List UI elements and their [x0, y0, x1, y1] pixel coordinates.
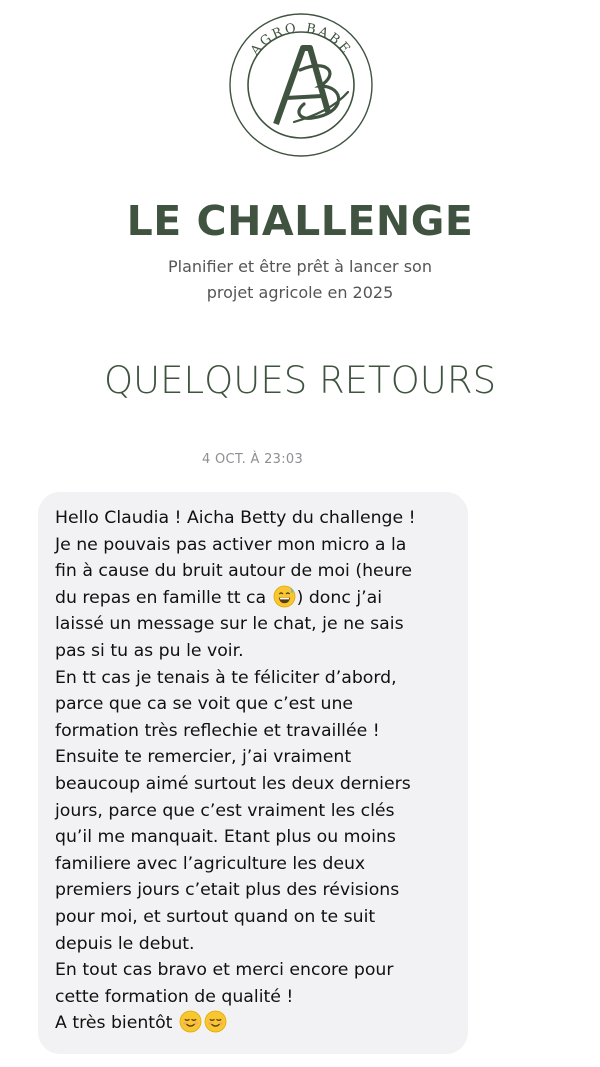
grinning-sweat-icon	[273, 585, 296, 608]
smiling-face-icon	[204, 1010, 227, 1033]
page-subtitle	[100, 254, 500, 306]
message-line: parce que ca se voit que c’est une	[55, 694, 354, 715]
page-title: LE CHALLENGE	[126, 197, 474, 245]
message-line: formation très reflechie et travaillée !	[55, 720, 380, 741]
message-line: cette formation de qualité !	[55, 986, 294, 1007]
logo-brand-text: AGRO BABE	[247, 20, 355, 59]
message-line: Hello Claudia ! Aicha Betty du challenge !	[55, 508, 416, 528]
section-heading: QUELQUES RETOURS	[103, 359, 497, 402]
message-line: jours, parce que c’est vraiment les clés	[55, 800, 395, 821]
logo-monogram	[276, 48, 348, 124]
message-line: premiers jours c’etait plus des révisions	[55, 880, 400, 901]
message-line: qu’il me manquait. Etant plus ou moins	[55, 827, 396, 848]
message-line	[55, 585, 454, 612]
message-line: laissé un message sur le chat, je ne sais	[55, 614, 404, 635]
message-line: En tt cas je tenais à te féliciter d’abord,	[55, 667, 397, 688]
smiling-face-icon	[179, 1010, 202, 1033]
message-text: ) donc j’ai	[296, 587, 383, 608]
message-line: familiere avec l’agriculture les deux	[55, 853, 366, 874]
message-line: En tout cas bravo et merci encore pour	[55, 960, 394, 981]
agro-babe-logo	[228, 12, 374, 158]
message-line	[55, 1010, 454, 1037]
message-bubble	[38, 492, 468, 1054]
message-line: fin à cause du bruit autour de moi (heure	[55, 561, 412, 582]
message-line: Je ne pouvais pas activer mon micro a la	[55, 534, 407, 555]
message-line: pour moi, et surtout quand on te suit	[55, 906, 376, 927]
message-line: depuis le debut.	[55, 933, 195, 954]
message-timestamp: 4 OCT. À 23:03	[202, 452, 304, 467]
message-text: du repas en famille tt ca	[55, 587, 267, 608]
message-line: Ensuite te remercier, j’ai vraiment	[55, 747, 352, 768]
message-line: beaucoup aimé surtout les deux derniers	[55, 773, 411, 794]
message-text: A très bientôt	[55, 1013, 173, 1034]
subtitle-line: Planifier et être prêt à lancer son	[168, 257, 432, 276]
subtitle-line: projet agricole en 2025	[206, 283, 394, 302]
message-line: pas si tu as pu le voir.	[55, 640, 244, 661]
